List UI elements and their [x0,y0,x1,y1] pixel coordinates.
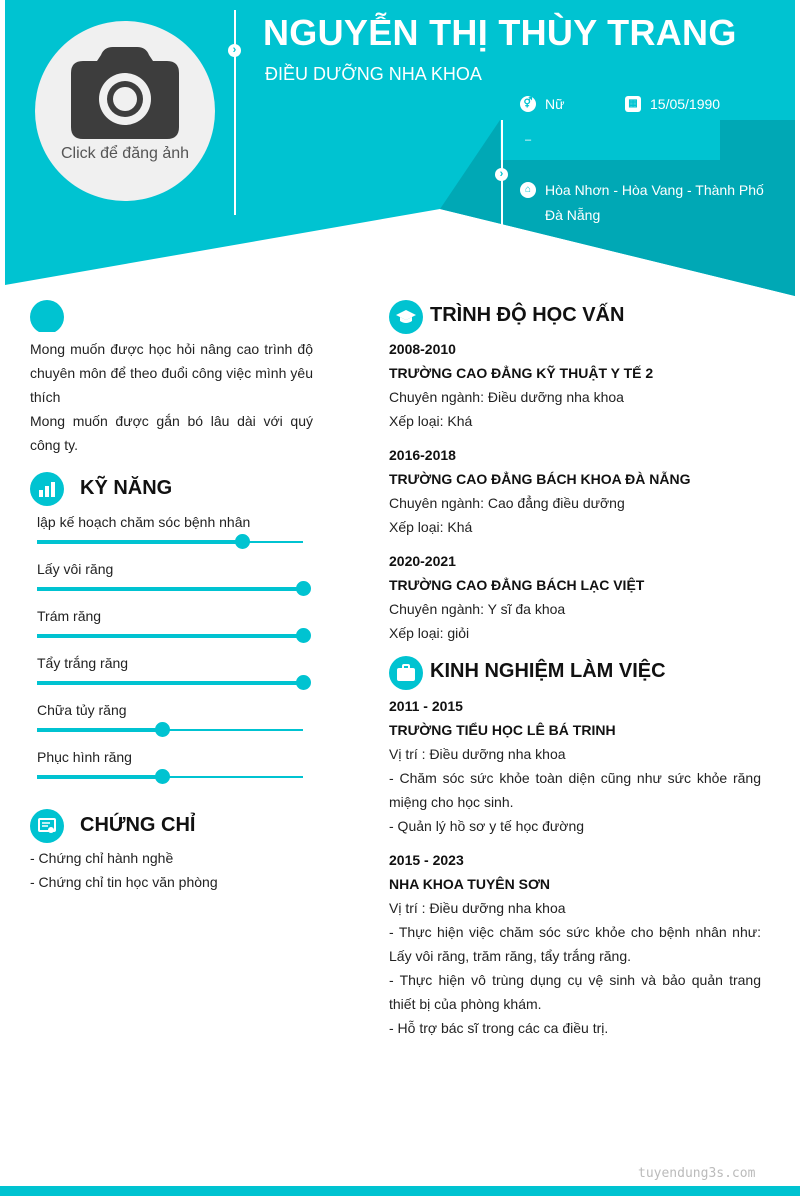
experience-line[interactable]: - Quản lý hồ sơ y tế học đường [389,818,585,834]
experience-line[interactable]: - Chăm sóc sức khỏe toàn diện cũng như sức khỏe răng miệng cho học sinh. [389,770,761,810]
skill-fill [37,540,242,544]
education-school[interactable]: TRƯỜNG CAO ĐẲNG KỸ THUẬT Y TẾ 2 [389,365,654,381]
skill-name[interactable]: Chữa tủy răng [37,702,127,718]
full-name[interactable]: NGUYỄN THỊ THÙY TRANG [263,12,737,53]
skill-fill [37,681,303,685]
dob-value[interactable]: 15/05/1990 [650,96,721,112]
certificates-title: CHỨNG CHỈ [80,814,196,836]
job-title[interactable]: ĐIỀU DƯỠNG NHA KHOA [265,64,482,84]
education-school[interactable]: TRƯỜNG CAO ĐẲNG BÁCH KHOA ĐÀ NẴNG [389,471,691,487]
skill-bar [37,588,303,590]
skill-bar [37,776,303,778]
camera-icon [71,47,179,139]
skill-knob[interactable] [155,769,170,784]
skill-knob[interactable] [155,722,170,737]
experience-company[interactable]: TRƯỜNG TIỂU HỌC LÊ BÁ TRINH [389,722,616,738]
skills-title: KỸ NĂNG [80,477,173,499]
skill-bar [37,635,303,637]
education-grade[interactable]: Xếp loại: giỏi [389,625,470,641]
chevron-right-icon: › [228,44,241,57]
experience-line[interactable]: - Hỗ trợ bác sĩ trong các ca điều trị. [389,1020,609,1036]
address-value[interactable]: Hòa Nhơn - Hòa Vang - Thành Phố Đà Nẵng [545,182,764,223]
education-grade[interactable]: Xếp loại: Khá [389,413,473,429]
certificate-item[interactable]: - Chứng chỉ tin học văn phòng [30,874,218,890]
skill-fill [37,634,303,638]
experience-years[interactable]: 2011 - 2015 [389,698,463,714]
education-grade[interactable]: Xếp loại: Khá [389,519,473,535]
footer-bar [0,1186,800,1196]
certificate-icon [30,809,64,843]
upload-photo-label: Click để đăng ảnh [60,145,190,162]
skill-bar [37,541,303,543]
objective-line[interactable]: Mong muốn được gắn bó lâu dài với quý công ty. [30,413,313,453]
education-years[interactable]: 2016-2018 [389,447,456,463]
objective-icon [30,300,64,334]
skill-name[interactable]: lập kế hoạch chăm sóc bệnh nhân [37,514,251,530]
education-years[interactable]: 2008-2010 [389,341,456,357]
graduation-cap-icon [389,300,423,334]
certificate-item[interactable]: - Chứng chỉ hành nghề [30,850,174,866]
bar-chart-icon [30,472,64,506]
gender-icon: ⚥ [520,96,536,112]
experience-company[interactable]: NHA KHOA TUYÊN SƠN [389,876,551,892]
experience-title: KINH NGHIỆM LÀM VIỆC [430,660,666,682]
objective-line[interactable]: Mong muốn được học hỏi nâng cao trình độ chuyên môn để theo đuổi công việc mình yêu thích [30,341,313,405]
skill-bar [37,682,303,684]
skill-knob[interactable] [235,534,250,549]
skill-name[interactable]: Tẩy trắng răng [37,655,129,671]
education-major[interactable]: Chuyên ngành: Điều dưỡng nha khoa [389,389,624,405]
skill-fill [37,728,162,732]
placeholder-dash: – [525,134,532,146]
gender-value[interactable]: Nữ [545,96,565,112]
education-school[interactable]: TRƯỜNG CAO ĐẲNG BÁCH LẠC VIỆT [389,577,645,593]
experience-line[interactable]: - Thực hiện việc chăm sóc sức khỏe cho bệnh nhân như: Lấy vôi răng, trăm răng, tẩy trắng răng. [389,924,761,964]
experience-line[interactable]: Vị trí : Điều dưỡng nha khoa [389,746,566,762]
education-major[interactable]: Chuyên ngành: Cao đẳng điều dưỡng [389,495,625,511]
avatar-upload[interactable] [35,21,215,201]
education-title: TRÌNH ĐỘ HỌC VẤN [430,304,625,326]
experience-line[interactable]: - Thực hiện vô trùng dụng cụ vệ sinh và bảo quản trang thiết bị của phòng khám. [389,972,761,1012]
briefcase-icon [389,656,423,690]
skill-fill [37,587,303,591]
home-icon: ⌂ [520,182,536,198]
chevron-right-icon: › [495,168,508,181]
experience-line[interactable]: Vị trí : Điều dưỡng nha khoa [389,900,566,916]
skill-knob[interactable] [296,675,311,690]
calendar-icon: ▦ [625,96,641,112]
skill-fill [37,775,162,779]
experience-years[interactable]: 2015 - 2023 [389,852,464,868]
skill-name[interactable]: Trám răng [37,608,102,624]
skill-knob[interactable] [296,581,311,596]
skill-bar [37,729,303,731]
skill-name[interactable]: Lấy vôi răng [37,561,114,577]
education-major[interactable]: Chuyên ngành: Y sĩ đa khoa [389,601,566,617]
skill-knob[interactable] [296,628,311,643]
header-divider [234,10,236,215]
watermark: tuyendung3s.com [638,1166,756,1181]
education-years[interactable]: 2020-2021 [389,553,456,569]
skill-name[interactable]: Phục hình răng [37,749,132,765]
